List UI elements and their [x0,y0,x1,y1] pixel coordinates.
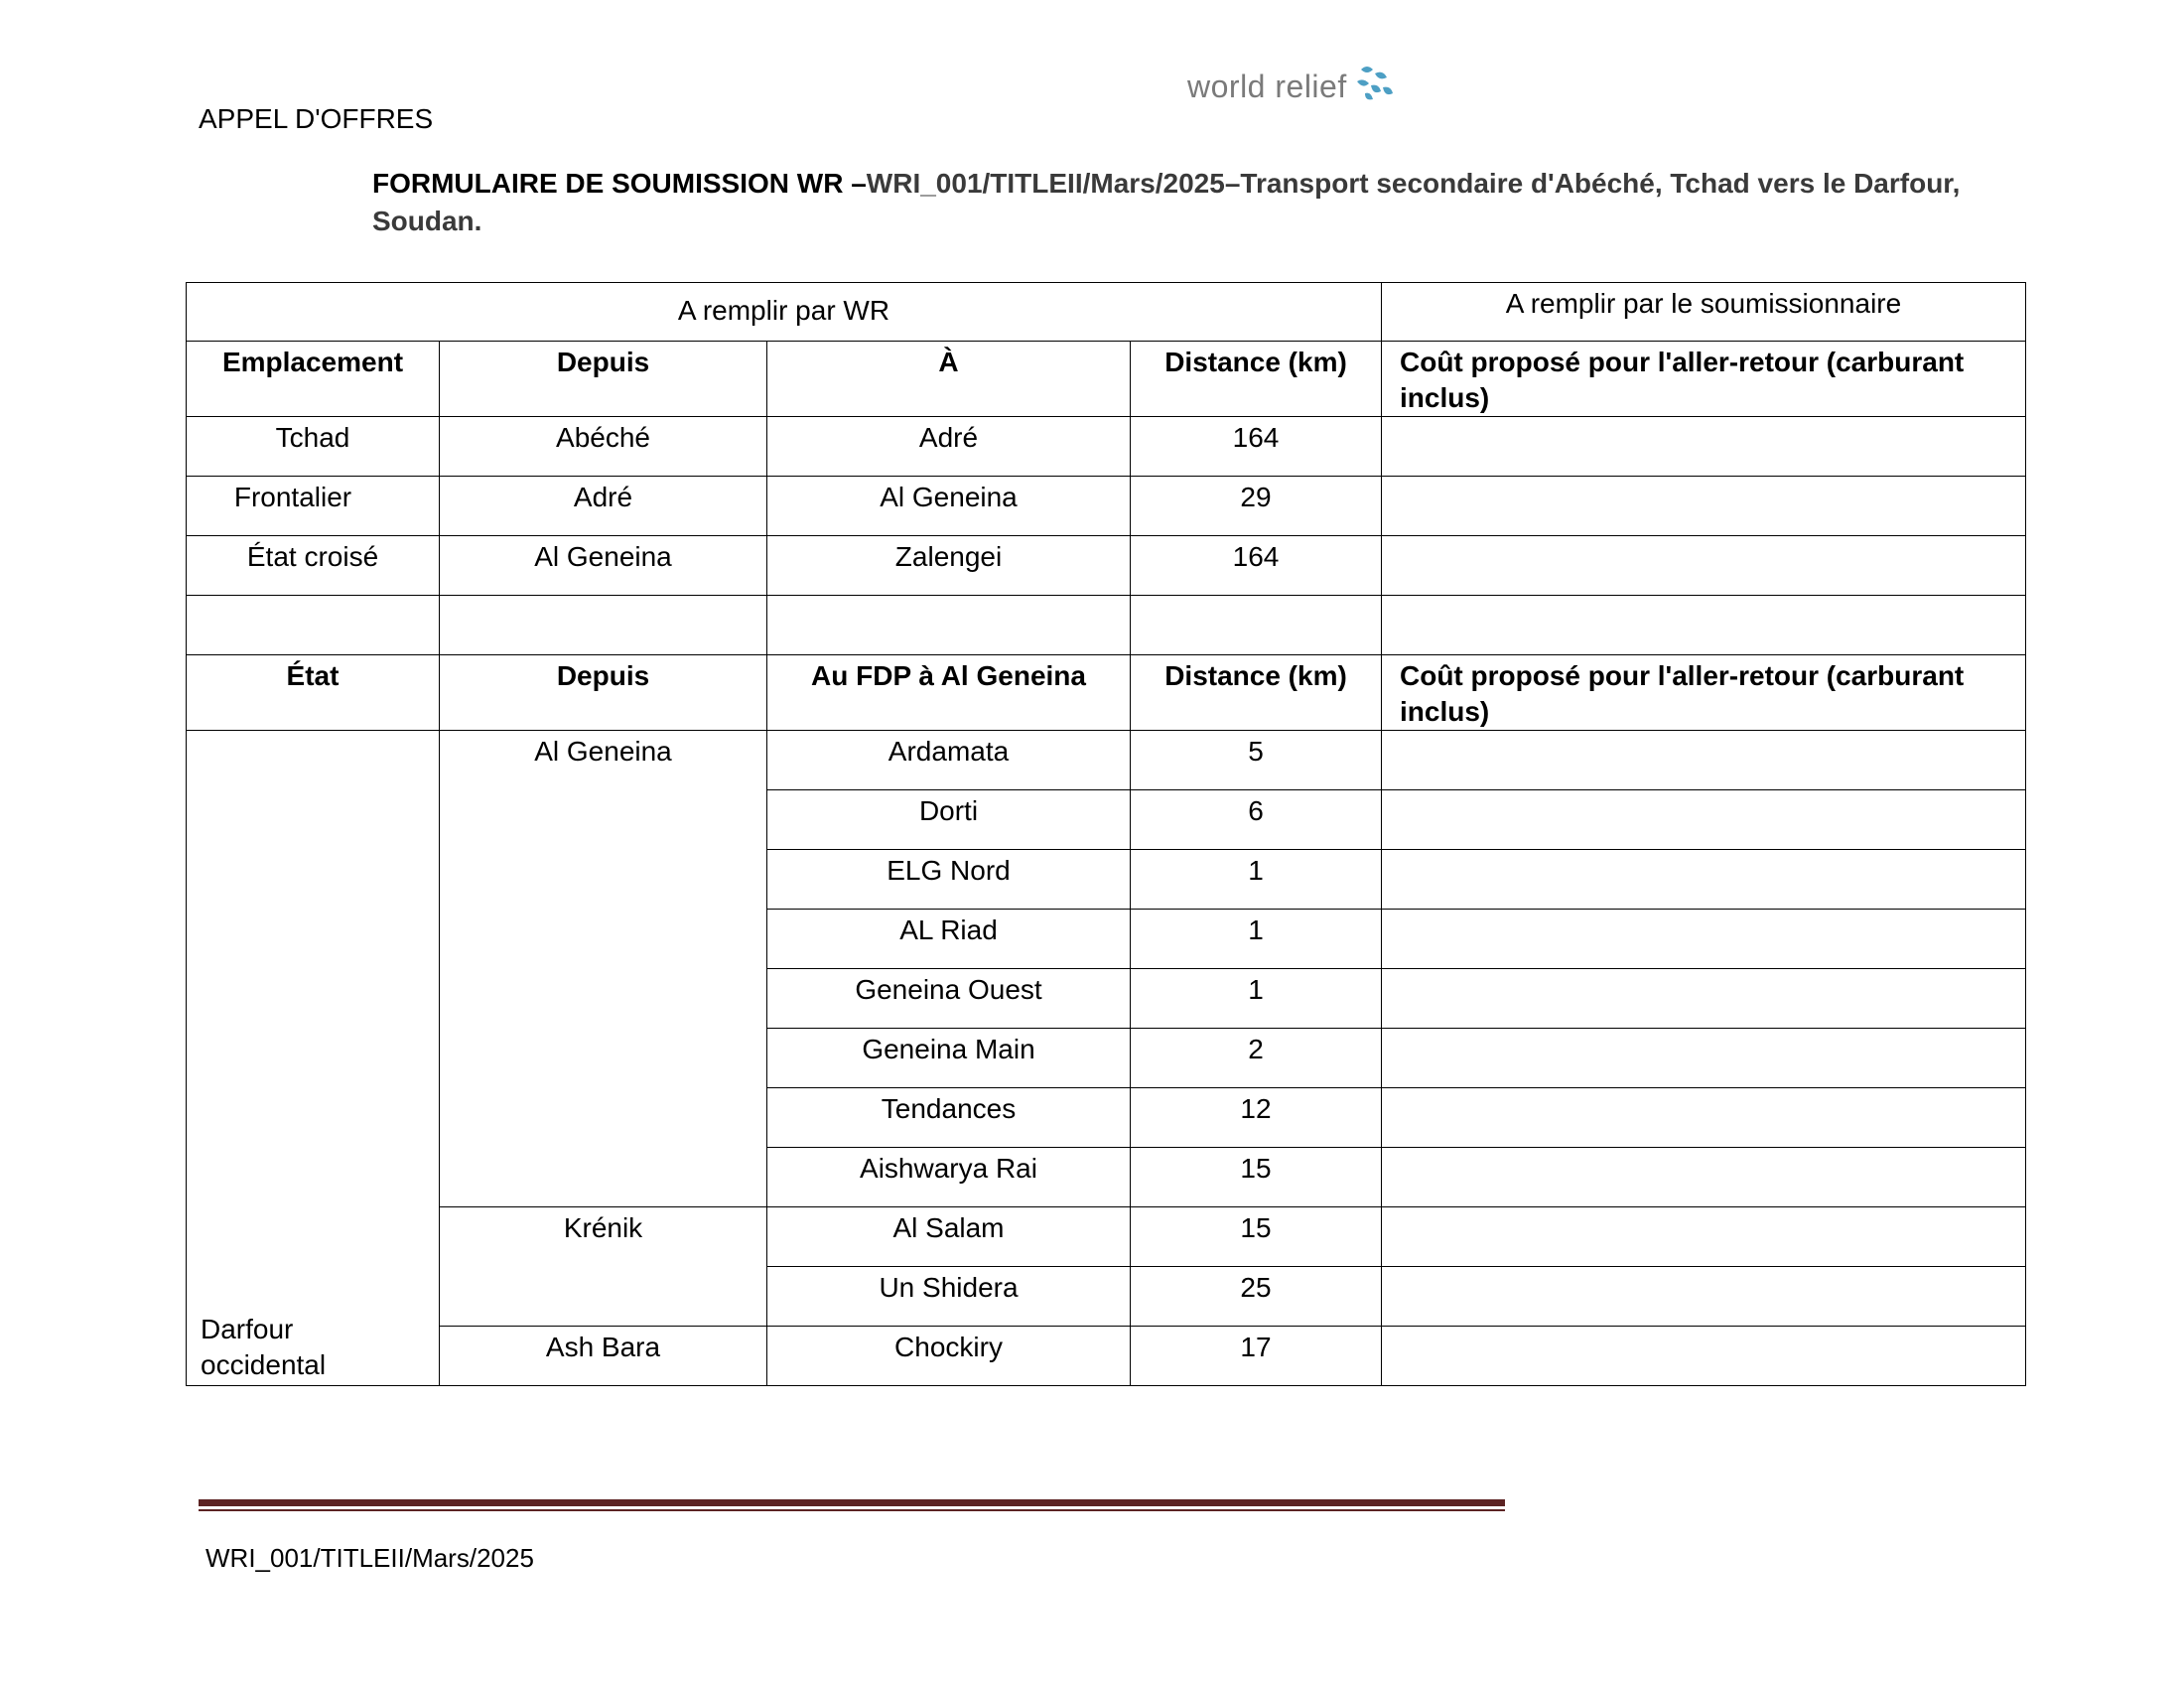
header-state: État [187,655,440,731]
cell-to: Al Geneina [767,477,1131,536]
submission-table [186,282,2026,1386]
header-distance: Distance (km) [1131,655,1382,731]
empty-cell [440,596,767,655]
cell-to: AL Riad [767,910,1131,969]
cell-cost-input[interactable] [1382,1148,2026,1207]
table-group-header-row [187,283,2026,342]
cell-cost-input[interactable] [1382,1327,2026,1386]
cell-distance: 1 [1131,910,1382,969]
state-name: Darfour occidental [201,1314,327,1380]
cell-cost-input[interactable] [1382,1267,2026,1327]
empty-cell [1382,596,2026,655]
cell-from: Al Geneina [440,731,767,1207]
form-title [372,165,2000,240]
cell-cost-input[interactable] [1382,790,2026,850]
header-cost: Coût proposé pour l'aller-retour (carburant inclus) [1382,655,2026,731]
cell-cost-input[interactable] [1382,417,2026,477]
header-cost: Coût proposé pour l'aller-retour (carburant inclus) [1382,342,2026,417]
cell-to: Al Salam [767,1207,1131,1267]
footer-reference: WRI_001/TITLEII/Mars/2025 [205,1543,534,1573]
form-title-reference: WRI_001/TITLEII/Mars/2025–Transport secondaire d'Abéché, Tchad vers le Darfour, Soudan. [372,168,1961,236]
table-row [187,477,2026,536]
cell-to: Geneina Ouest [767,969,1131,1029]
table-row [187,1327,2026,1386]
header-to: À [767,342,1131,417]
table-row [187,536,2026,596]
cell-to: ELG Nord [767,850,1131,910]
cell-distance: 17 [1131,1327,1382,1386]
cell-from: Krénik [440,1207,767,1327]
cell-distance: 6 [1131,790,1382,850]
cell-cost-input[interactable] [1382,1029,2026,1088]
cell-cost-input[interactable] [1382,969,2026,1029]
world-relief-logo [1187,68,1397,105]
section2-header-row [187,655,2026,731]
cell-distance: 12 [1131,1088,1382,1148]
cell-distance: 164 [1131,536,1382,596]
header-from: Depuis [440,655,767,731]
cell-to: Dorti [767,790,1131,850]
logo-text: world relief [1187,68,1347,104]
form-title-main: FORMULAIRE DE SOUMISSION WR – [372,168,867,199]
cell-to: Zalengei [767,536,1131,596]
cell-from: Ash Bara [440,1327,767,1386]
group-header-wr: A remplir par WR [187,283,1382,342]
state-cell [187,731,440,1386]
cell-cost-input[interactable] [1382,850,2026,910]
empty-cell [187,596,440,655]
cell-to: Aishwarya Rai [767,1148,1131,1207]
cell-from: Abéché [440,417,767,477]
cell-location: État croisé [187,536,440,596]
header-to-fdp: Au FDP à Al Geneina [767,655,1131,731]
document-label: APPEL D'OFFRES [199,103,434,134]
cell-to: Tendances [767,1088,1131,1148]
cell-distance: 15 [1131,1207,1382,1267]
cell-from: Al Geneina [440,536,767,596]
cell-location: Tchad [187,417,440,477]
cell-distance: 5 [1131,731,1382,790]
spacer-row [187,596,2026,655]
cell-to: Ardamata [767,731,1131,790]
cell-cost-input[interactable] [1382,1088,2026,1148]
table-row [187,1207,2026,1267]
footer-divider [199,1499,1505,1511]
logo-mark-icon [1351,62,1397,105]
cell-distance: 1 [1131,850,1382,910]
cell-distance: 164 [1131,417,1382,477]
empty-cell [1131,596,1382,655]
empty-cell [767,596,1131,655]
section1-header-row [187,342,2026,417]
cell-location: Frontalier [187,477,440,536]
cell-cost-input[interactable] [1382,1207,2026,1267]
cell-to: Geneina Main [767,1029,1131,1088]
header-from: Depuis [440,342,767,417]
cell-distance: 29 [1131,477,1382,536]
header-location: Emplacement [187,342,440,417]
cell-cost-input[interactable] [1382,731,2026,790]
cell-distance: 2 [1131,1029,1382,1088]
header-distance: Distance (km) [1131,342,1382,417]
cell-distance: 25 [1131,1267,1382,1327]
cell-distance: 1 [1131,969,1382,1029]
cell-distance: 15 [1131,1148,1382,1207]
cell-to: Chockiry [767,1327,1131,1386]
cell-cost-input[interactable] [1382,536,2026,596]
group-header-bidder: A remplir par le soumissionnaire [1382,283,2026,342]
cell-to: Un Shidera [767,1267,1131,1327]
table-row [187,731,2026,790]
table-row [187,417,2026,477]
cell-cost-input[interactable] [1382,910,2026,969]
cell-to: Adré [767,417,1131,477]
cell-cost-input[interactable] [1382,477,2026,536]
cell-from: Adré [440,477,767,536]
